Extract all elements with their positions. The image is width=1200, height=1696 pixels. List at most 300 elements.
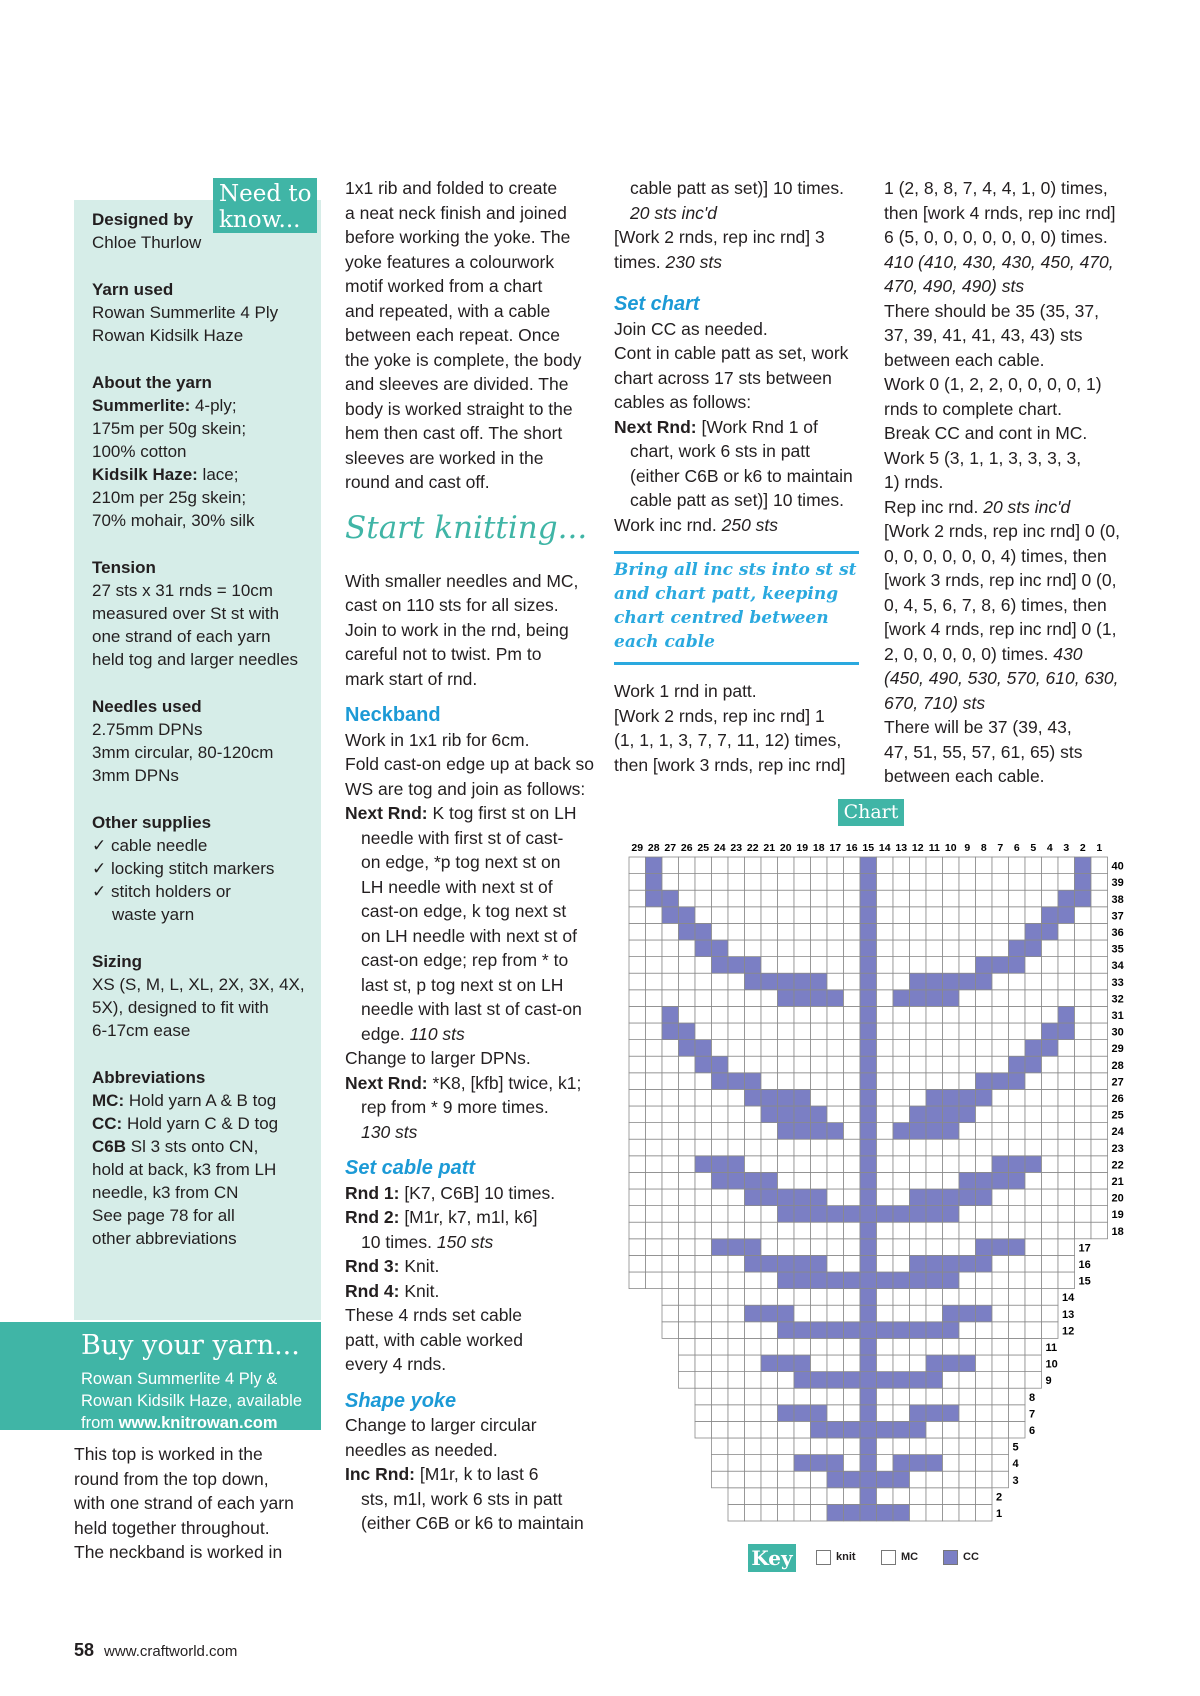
chart-cell-cc [1009, 1239, 1026, 1256]
chart-cell-mc [778, 1239, 795, 1256]
chart-cell-mc [646, 1156, 663, 1173]
column-3: cable patt as set)] 10 times. 20 sts inc'd [Work 2 rnds, rep inc rnd] 3 times. 230 sts Set chart Join CC as needed. Cont in cable patt as set, work chart across 17 sts between cables as follows: Next Rnd: [Work Rnd 1 of chart, work 6 sts in patt (either C6B or k6 to maintain cable patt as set)] 10 times. Work inc rnd. 250 sts Bring all inc sts into st st and chart patt, keeping chart centred between each cable Work 1 rnd in patt. [Work 2 rnds, rep inc rnd] 1 (1, 1, 1, 3, 7, 7, 11, 12) times, then [work 3 rnds, rep inc rnd] [614, 176, 864, 777]
chart-cell-mc [728, 1388, 745, 1405]
chart-cell-cc [811, 1123, 828, 1140]
row-label: 9 [1045, 1375, 1052, 1388]
chart-cell-mc [992, 1255, 1009, 1272]
chart-cell-mc [712, 1255, 729, 1272]
chart-cell-mc [712, 1405, 729, 1422]
chart-cell-mc [761, 1421, 778, 1438]
chart-cell-cc [893, 1372, 910, 1389]
chart-cell-mc [943, 1056, 960, 1073]
chart-cell-mc [728, 1272, 745, 1289]
chart-cell-mc [745, 1106, 762, 1123]
chart-cell-cc [728, 957, 745, 974]
row-label: 1 [996, 1508, 1003, 1520]
chart-cell-mc [1025, 1289, 1042, 1306]
chart-cell-cc [778, 1322, 795, 1339]
chart-cell-mc [959, 1139, 976, 1156]
row-label: 21 [1111, 1176, 1124, 1188]
chart-cell-cc [926, 1089, 943, 1106]
chart-cell-mc [761, 1156, 778, 1173]
chart-cell-cc [778, 1089, 795, 1106]
column-label: 29 [631, 842, 644, 854]
chart-cell-mc [728, 907, 745, 924]
chart-cell-mc [695, 1305, 712, 1322]
chart-cell-mc [893, 1305, 910, 1322]
chart-cell-mc [629, 1255, 646, 1272]
chart-cell-cc [811, 1106, 828, 1123]
chart-cell-mc [1058, 923, 1075, 940]
column-label: 20 [779, 842, 792, 854]
set-cable-patt-heading: Set cable patt [345, 1157, 476, 1179]
chart-cell-mc [877, 1222, 894, 1239]
chart-cell-mc [629, 1239, 646, 1256]
chart-cell-mc [910, 1388, 927, 1405]
chart-cell-cc [745, 1255, 762, 1272]
mc-swatch [881, 1550, 896, 1565]
chart-cell-mc [877, 940, 894, 957]
chart-cell-mc [827, 1222, 844, 1239]
chart-cell-cc [860, 874, 877, 891]
chart-cell-mc [662, 1156, 679, 1173]
neckband-heading: Neckband [345, 704, 441, 726]
chart-cell-mc [761, 1438, 778, 1455]
needles-heading: Needles used [92, 697, 202, 716]
chart-cell-cc [877, 1421, 894, 1438]
chart-cell-cc [926, 1405, 943, 1422]
chart-cell-mc [844, 1006, 861, 1023]
chart-cell-cc [976, 1089, 993, 1106]
chart-cell-mc [910, 857, 927, 874]
chart-cell-mc [827, 1089, 844, 1106]
chart-cell-mc [959, 1372, 976, 1389]
chart-cell-mc [877, 1123, 894, 1140]
chart-cell-mc [1009, 1040, 1026, 1057]
chart-cell-cc [794, 1372, 811, 1389]
chart-cell-cc [811, 1455, 828, 1472]
chart-cell-mc [844, 1023, 861, 1040]
chart-cell-mc [728, 1355, 745, 1372]
chart-cell-mc [1091, 1222, 1108, 1239]
about-yarn-heading: About the yarn [92, 373, 212, 392]
chart-cell-cc [926, 1106, 943, 1123]
chart-cell-mc [943, 1222, 960, 1239]
chart-cell-mc [728, 874, 745, 891]
chart-cell-mc [811, 874, 828, 891]
chart-cell-mc [761, 1455, 778, 1472]
chart-cell-mc [728, 990, 745, 1007]
chart-cell-mc [728, 1421, 745, 1438]
abbreviations-heading: Abbreviations [92, 1068, 206, 1087]
chart-cell-mc [976, 1106, 993, 1123]
chart-cell-mc [1091, 1089, 1108, 1106]
chart-cell-cc [860, 1272, 877, 1289]
row-label: 38 [1111, 893, 1124, 906]
chart-cell-mc [695, 907, 712, 924]
chart-cell-mc [778, 1438, 795, 1455]
chart-cell-mc [679, 1322, 696, 1339]
chart-cell-cc [679, 907, 696, 924]
chart-cell-mc [893, 1488, 910, 1505]
chart-cell-mc [827, 1073, 844, 1090]
chart-cell-mc [926, 1488, 943, 1505]
chart-cell-mc [745, 1206, 762, 1223]
chart-cell-cc [926, 1206, 943, 1223]
chart-cell-mc [893, 1189, 910, 1206]
chart-cell-mc [695, 874, 712, 891]
column-label: 19 [796, 842, 809, 854]
chart-cell-mc [926, 1289, 943, 1306]
chart-cell-cc [778, 1255, 795, 1272]
chart-cell-mc [679, 973, 696, 990]
chart-cell-mc [695, 1139, 712, 1156]
chart-cell-mc [910, 890, 927, 907]
chart-cell-cc [959, 973, 976, 990]
chart-cell-mc [976, 857, 993, 874]
chart-cell-cc [1058, 1023, 1075, 1040]
chart-cell-mc [910, 1073, 927, 1090]
chart-cell-cc [893, 1206, 910, 1223]
chart-cell-mc [959, 857, 976, 874]
chart-cell-mc [745, 1322, 762, 1339]
chart-cell-mc [794, 1172, 811, 1189]
chart-cell-mc [959, 874, 976, 891]
chart-cell-mc [1025, 1006, 1042, 1023]
chart-cell-mc [695, 1172, 712, 1189]
chart-cell-mc [629, 1056, 646, 1073]
chart-cell-mc [728, 890, 745, 907]
chart-cell-mc [1025, 973, 1042, 990]
chart-cell-mc [1025, 1272, 1042, 1289]
chart-cell-mc [662, 1322, 679, 1339]
chart-cell-mc [827, 1255, 844, 1272]
chart-cell-mc [992, 1455, 1009, 1472]
chart-cell-mc [646, 907, 663, 924]
chart-cell-cc [712, 957, 729, 974]
chart-cell-cc [811, 1322, 828, 1339]
chart-cell-mc [679, 957, 696, 974]
chart-cell-mc [976, 1040, 993, 1057]
chart-cell-cc [745, 1172, 762, 1189]
chart-cell-cc [860, 1172, 877, 1189]
chart-cell-mc [1025, 1189, 1042, 1206]
chart-cell-cc [794, 1355, 811, 1372]
chart-cell-cc [860, 1239, 877, 1256]
chart-cell-cc [761, 973, 778, 990]
chart-cell-mc [959, 1206, 976, 1223]
chart-cell-mc [1009, 1289, 1026, 1306]
chart-cell-mc [1075, 1222, 1092, 1239]
chart-cell-mc [943, 1172, 960, 1189]
chart-cell-mc [761, 874, 778, 891]
chart-cell-mc [926, 1139, 943, 1156]
chart-cell-cc [860, 1089, 877, 1106]
chart-cell-mc [679, 857, 696, 874]
chart-cell-mc [761, 1073, 778, 1090]
chart-cell-mc [712, 1272, 729, 1289]
buy-yarn-title: Buy your yarn... [81, 1330, 300, 1361]
yarn-heading: Yarn used [92, 280, 174, 299]
chart-cell-mc [1025, 874, 1042, 891]
chart-tag: Chart [838, 799, 904, 826]
chart-cell-mc [1091, 1206, 1108, 1223]
column-label: 13 [895, 842, 908, 854]
chart-cell-mc [827, 1405, 844, 1422]
chart-cell-mc [679, 1123, 696, 1140]
chart-cell-mc [1058, 1172, 1075, 1189]
chart-cell-mc [646, 1206, 663, 1223]
chart-cell-mc [910, 1139, 927, 1156]
chart-cell-mc [1058, 973, 1075, 990]
chart-cell-mc [877, 1438, 894, 1455]
chart-cell-mc [728, 1206, 745, 1223]
site-url: www.craftworld.com [104, 1643, 238, 1660]
chart-cell-cc [893, 1123, 910, 1140]
chart-cell-mc [1025, 957, 1042, 974]
chart-cell-mc [959, 1322, 976, 1339]
chart-cell-cc [860, 957, 877, 974]
sidebar-content: Designed by Chloe Thurlow Yarn used Rowan Summerlite 4 Ply Rowan Kidsilk Haze About the yarn Summerlite: 4-ply; 175m per 50g skein; 100% cotton Kidsilk Haze: lace; 210m per 25g skein; 70% mohair, 30% silk Tension 27 sts x 31 rnds = 10cm measured over St st with one strand of each yarn held tog and larger needles Needles used 2.75mm DPNs 3mm circular, 80-120cm 3mm DPNs Other supplies ✓ cable needle ✓ locking stitch markers ✓ stitch holders or waste yarn Sizing XS (S, M, L, XL, 2X, 3X, 4X, 5X), designed to fit with 6-17cm ease Abbreviations MC: Hold yarn A & B tog CC: Hold yarn C & D tog C6B Sl 3 sts onto CN, hold at back, k3 from LH needle, k3 from CN See page 78 for all other abbreviations [92, 208, 312, 1250]
chart-cell-mc [959, 1338, 976, 1355]
chart-cell-cc [860, 907, 877, 924]
chart-cell-cc [844, 1206, 861, 1223]
chart-cell-mc [662, 1206, 679, 1223]
chart-cell-mc [1009, 1388, 1026, 1405]
row-label: 24 [1111, 1126, 1124, 1139]
chart-cell-mc [992, 890, 1009, 907]
chart-cell-mc [877, 1338, 894, 1355]
chart-cell-mc [728, 1023, 745, 1040]
chart-cell-mc [778, 1289, 795, 1306]
chart-cell-mc [679, 1222, 696, 1239]
chart-cell-mc [728, 1289, 745, 1306]
chart-cell-mc [745, 990, 762, 1007]
chart-cell-mc [712, 890, 729, 907]
chart-cell-mc [679, 1372, 696, 1389]
chart-cell-mc [976, 1388, 993, 1405]
row-label: 37 [1111, 910, 1124, 923]
chart-cell-mc [959, 1222, 976, 1239]
chart-cell-mc [712, 1040, 729, 1057]
chart-cell-mc [728, 1338, 745, 1355]
chart-cell-mc [712, 1322, 729, 1339]
chart-cell-cc [910, 973, 927, 990]
chart-cell-cc [860, 1006, 877, 1023]
chart-cell-cc [893, 1421, 910, 1438]
chart-cell-cc [827, 1504, 844, 1521]
chart-cell-mc [992, 874, 1009, 891]
row-label: 32 [1111, 993, 1124, 1006]
chart-cell-cc [943, 1272, 960, 1289]
chart-cell-mc [662, 1255, 679, 1272]
chart-cell-mc [745, 1222, 762, 1239]
chart-cell-mc [844, 1040, 861, 1057]
chart-cell-mc [827, 940, 844, 957]
chart-cell-mc [844, 1388, 861, 1405]
chart-cell-mc [728, 1106, 745, 1123]
chart-cell-mc [662, 1272, 679, 1289]
chart-cell-mc [893, 1089, 910, 1106]
chart-cell-cc [926, 1255, 943, 1272]
chart-cell-mc [679, 1073, 696, 1090]
chart-cell-mc [695, 1372, 712, 1389]
row-label: 27 [1111, 1076, 1124, 1089]
chart-cell-cc [893, 1471, 910, 1488]
chart-cell-mc [679, 1139, 696, 1156]
chart-cell-mc [877, 1239, 894, 1256]
chart-cell-mc [976, 1289, 993, 1306]
chart-cell-mc [992, 857, 1009, 874]
chart-cell-mc [1025, 1338, 1042, 1355]
chart-cell-mc [679, 890, 696, 907]
chart-cell-cc [893, 1322, 910, 1339]
chart-cell-mc [910, 1355, 927, 1372]
chart-cell-mc [926, 857, 943, 874]
chart-cell-mc [679, 1355, 696, 1372]
chart-cell-mc [712, 1305, 729, 1322]
chart-cell-mc [943, 1455, 960, 1472]
chart-cell-cc [1025, 940, 1042, 957]
chart-cell-cc [794, 1089, 811, 1106]
tension-heading: Tension [92, 558, 156, 577]
chart-cell-cc [860, 990, 877, 1007]
chart-cell-mc [877, 874, 894, 891]
chart-cell-cc [893, 990, 910, 1007]
chart-cell-mc [679, 1305, 696, 1322]
chart-cell-cc [646, 874, 663, 891]
chart-cell-mc [662, 1073, 679, 1090]
column-label: 16 [845, 842, 858, 854]
chart-cell-cc [811, 1421, 828, 1438]
chart-cell-mc [943, 907, 960, 924]
chart-cell-mc [712, 1106, 729, 1123]
chart-cell-mc [976, 1206, 993, 1223]
row-label: 15 [1078, 1275, 1091, 1288]
chart-cell-mc [959, 907, 976, 924]
yarn-item: Rowan Summerlite 4 Ply [92, 303, 279, 322]
chart-cell-mc [1009, 1272, 1026, 1289]
chart-cell-mc [1025, 1322, 1042, 1339]
chart-cell-mc [761, 1056, 778, 1073]
chart-cell-mc [629, 1123, 646, 1140]
chart-cell-cc [976, 1073, 993, 1090]
chart-cell-mc [893, 923, 910, 940]
chart-cell-mc [893, 973, 910, 990]
chart-cell-mc [695, 1255, 712, 1272]
chart-cell-mc [976, 1272, 993, 1289]
chart-cell-mc [662, 990, 679, 1007]
chart-cell-mc [976, 907, 993, 924]
chart-cell-mc [1009, 1305, 1026, 1322]
chart-cell-mc [1025, 990, 1042, 1007]
chart-cell-mc [1075, 1089, 1092, 1106]
chart-cell-mc [794, 1023, 811, 1040]
chart-cell-cc [943, 1089, 960, 1106]
chart-cell-mc [844, 1056, 861, 1073]
chart-cell-mc [761, 1405, 778, 1422]
chart-cell-cc [778, 1189, 795, 1206]
tip-box: Bring all inc sts into st st and chart patt, keeping chart centred between each cable [614, 551, 859, 665]
chart-cell-cc [926, 1189, 943, 1206]
chart-cell-mc [910, 1023, 927, 1040]
chart-cell-mc [712, 1372, 729, 1389]
chart-cell-mc [877, 1355, 894, 1372]
chart-cell-mc [877, 1106, 894, 1123]
chart-cell-mc [712, 1123, 729, 1140]
knitrowan-link[interactable]: www.knitrowan.com [118, 1414, 278, 1432]
chart-cell-cc [679, 1023, 696, 1040]
chart-cell-cc [1058, 1006, 1075, 1023]
chart-cell-mc [811, 1438, 828, 1455]
chart-cell-cc [877, 1206, 894, 1223]
chart-cell-mc [1058, 1189, 1075, 1206]
chart-cell-mc [629, 973, 646, 990]
column-label: 3 [1063, 842, 1070, 854]
chart-cell-mc [877, 1488, 894, 1505]
chart-cell-mc [827, 1156, 844, 1173]
chart-cell-mc [1025, 857, 1042, 874]
chart-cell-cc [893, 1504, 910, 1521]
chart-cell-cc [728, 1156, 745, 1173]
chart-cell-mc [992, 1355, 1009, 1372]
chart-cell-mc [794, 1006, 811, 1023]
chart-cell-mc [827, 1355, 844, 1372]
chart-cell-cc [943, 990, 960, 1007]
chart-cell-mc [844, 1239, 861, 1256]
chart-cell-mc [943, 1239, 960, 1256]
chart-cell-mc [910, 1504, 927, 1521]
chart-cell-cc [877, 1322, 894, 1339]
chart-cell-mc [926, 1305, 943, 1322]
chart-cell-mc [761, 1139, 778, 1156]
chart-cell-mc [844, 1222, 861, 1239]
chart-cell-cc [745, 1305, 762, 1322]
chart-cell-cc [943, 973, 960, 990]
chart-cell-mc [926, 1056, 943, 1073]
chart-cell-cc [745, 957, 762, 974]
chart-cell-mc [794, 907, 811, 924]
chart-cell-mc [761, 1206, 778, 1223]
chart-cell-mc [910, 907, 927, 924]
chart-cell-mc [712, 990, 729, 1007]
chart-cell-mc [992, 923, 1009, 940]
chart-cell-mc [646, 1040, 663, 1057]
chart-cell-mc [1009, 1006, 1026, 1023]
chart-cell-cc [827, 990, 844, 1007]
chart-cell-mc [761, 1040, 778, 1057]
chart-cell-mc [662, 1106, 679, 1123]
chart-cell-mc [761, 1272, 778, 1289]
chart-cell-mc [1091, 1156, 1108, 1173]
chart-cell-mc [992, 990, 1009, 1007]
chart-cell-cc [827, 1272, 844, 1289]
chart-cell-cc [860, 940, 877, 957]
buy-yarn-text: Rowan Summerlite 4 Ply & Rowan Kidsilk Haze, available from www.knitrowan.com [81, 1370, 303, 1432]
column-label: 1 [1096, 842, 1103, 854]
chart-cell-cc [761, 1255, 778, 1272]
chart-cell-cc [860, 1305, 877, 1322]
chart-cell-mc [992, 1206, 1009, 1223]
column-label: 12 [911, 842, 924, 854]
chart-cell-mc [943, 940, 960, 957]
chart-cell-mc [794, 890, 811, 907]
chart-cell-mc [662, 1189, 679, 1206]
chart-cell-mc [877, 1289, 894, 1306]
chart-cell-cc [1025, 923, 1042, 940]
chart-cell-mc [695, 1206, 712, 1223]
row-label: 12 [1062, 1325, 1075, 1338]
